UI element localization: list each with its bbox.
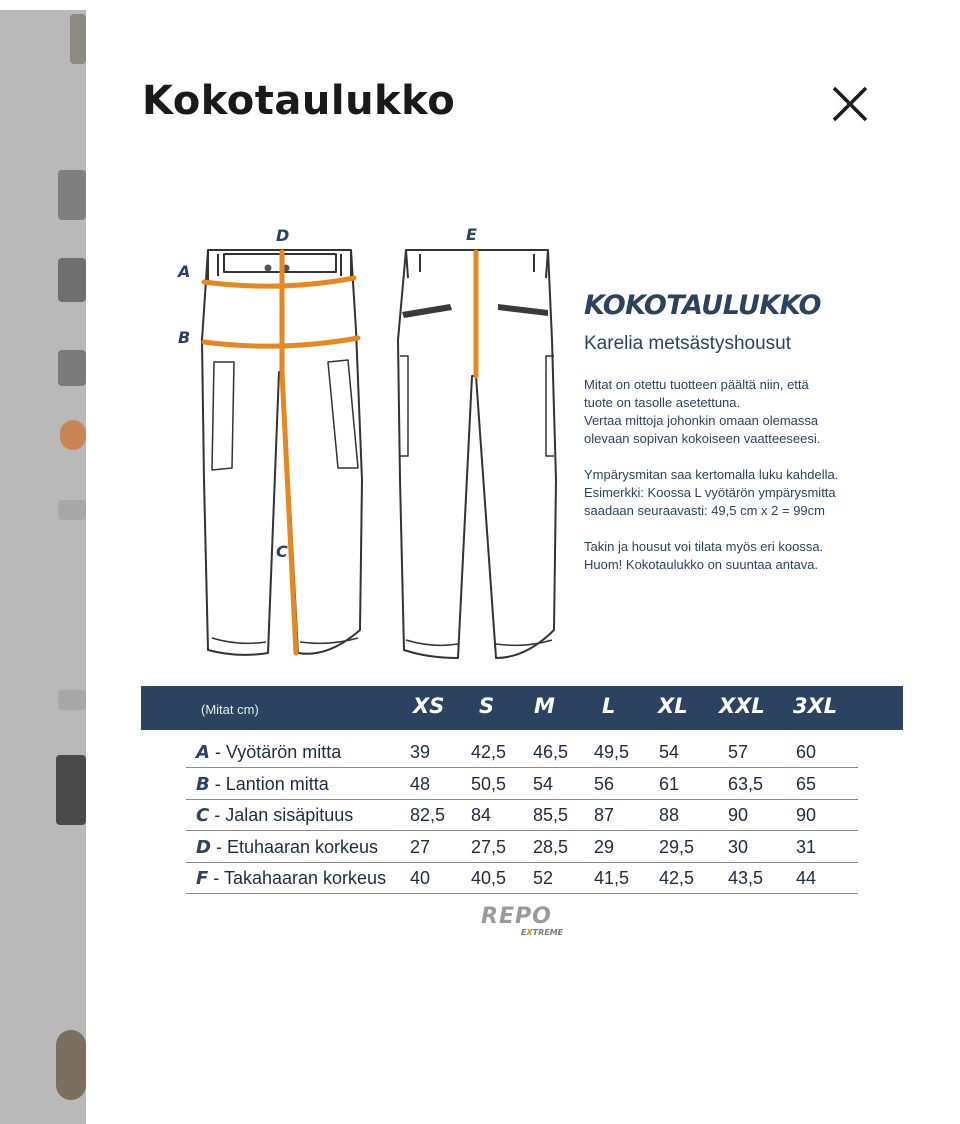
table-cell: 42,5: [471, 742, 507, 762]
label-a: A: [178, 262, 191, 281]
info-line: Takin ja housut voi tilata myös eri koossa.: [584, 539, 824, 554]
table-cell: 40: [410, 868, 431, 888]
table-cell: 61: [659, 774, 680, 794]
size-header-m: M: [534, 694, 555, 718]
close-button[interactable]: [830, 84, 870, 124]
table-cell: 88: [659, 805, 680, 825]
size-header-xl: XL: [658, 694, 688, 718]
info-line: Esimerkki: Koossa L vyötärön ympärysmitta: [584, 485, 836, 500]
table-row: [186, 799, 858, 831]
backdrop-shape: [58, 258, 86, 302]
row-name: - Lantion mitta: [209, 774, 329, 794]
table-cell: 63,5: [728, 774, 764, 794]
table-row: [186, 768, 858, 800]
table-cell: 31: [796, 837, 817, 857]
table-cell: 27: [410, 837, 431, 857]
units-label: (Mitat cm): [201, 702, 259, 717]
table-cell: 54: [659, 742, 680, 762]
size-header-l: L: [602, 694, 616, 718]
label-e: E: [466, 225, 477, 244]
table-cell: 82,5: [410, 805, 446, 825]
info-line: olevaan sopivan kokoiseen vaatteeseesi.: [584, 431, 821, 446]
backdrop-shape: [56, 755, 86, 825]
info-paragraph: [584, 376, 884, 448]
logo-wordmark: REPO: [481, 904, 552, 929]
row-label: [196, 742, 341, 763]
table-cell: 42,5: [659, 868, 695, 888]
chart-subheading: Karelia metsästyshousut: [584, 333, 791, 354]
backdrop-shape: [58, 350, 86, 386]
row-name: - Takahaaran korkeus: [208, 868, 387, 888]
row-letter: A: [196, 742, 210, 763]
info-line: Ympärysmitan saa kertomalla luku kahdella.: [584, 467, 839, 482]
info-paragraph: [584, 538, 884, 574]
measure-line-a: [204, 278, 354, 286]
info-line: tuote on tasolle asetettuna.: [584, 395, 741, 410]
table-cell: 84: [471, 805, 492, 825]
row-letter: B: [196, 774, 210, 795]
table-cell: 40,5: [471, 868, 507, 888]
info-line: Huom! Kokotaulukko on suuntaa antava.: [584, 557, 819, 572]
table-cell: 52: [533, 868, 554, 888]
row-label: [196, 837, 378, 858]
table-cell: 46,5: [533, 742, 569, 762]
top-strip: [0, 0, 960, 10]
table-cell: 44: [796, 868, 817, 888]
brand-logo: [481, 904, 564, 937]
row-label: [196, 868, 386, 889]
backdrop-shape: [58, 690, 86, 710]
row-label: [196, 805, 353, 826]
size-header-xs: XS: [413, 694, 445, 718]
size-header-xxl: XXL: [719, 694, 765, 718]
info-paragraph: [584, 466, 884, 520]
chart-heading: KOKOTAULUKKO: [584, 290, 821, 321]
size-header-3xl: 3XL: [793, 694, 838, 718]
table-cell: 87: [594, 805, 615, 825]
size-chart-image: [86, 210, 960, 950]
row-name: - Jalan sisäpituus: [209, 805, 354, 825]
table-cell: 27,5: [471, 837, 507, 857]
table-cell: 48: [410, 774, 431, 794]
table-cell: 54: [533, 774, 554, 794]
row-letter: D: [196, 837, 211, 858]
table-cell: 57: [728, 742, 749, 762]
table-cell: 85,5: [533, 805, 569, 825]
table-cell: 65: [796, 774, 817, 794]
table-cell: 50,5: [471, 774, 507, 794]
backdrop-shape: [58, 500, 86, 520]
size-table-header: [141, 686, 903, 730]
modal-title: Kokotaulukko: [142, 78, 456, 124]
table-cell: 39: [410, 742, 431, 762]
table-cell: 90: [796, 805, 817, 825]
table-cell: 60: [796, 742, 817, 762]
logo-sub-x: X: [526, 928, 533, 937]
logo-sub-prefix: E: [521, 928, 527, 937]
info-line: Mitat on otettu tuotteen päältä niin, että: [584, 377, 809, 392]
logo-sub-rest: TREME: [532, 928, 564, 937]
row-letter: F: [196, 868, 209, 889]
backdrop-shape: [70, 14, 86, 64]
backdrop-shape: [60, 420, 86, 450]
pants-diagram: [86, 210, 566, 670]
table-cell: 29: [594, 837, 615, 857]
close-icon: [830, 84, 870, 124]
row-label: [196, 774, 329, 795]
table-cell: 49,5: [594, 742, 630, 762]
info-line: saadaan seuraavasti: 49,5 cm x 2 = 99cm: [584, 503, 825, 518]
table-cell: 29,5: [659, 837, 695, 857]
table-cell: 28,5: [533, 837, 569, 857]
table-row: [186, 862, 858, 894]
table-row: [186, 831, 858, 863]
table-cell: 41,5: [594, 868, 630, 888]
table-cell: 90: [728, 805, 749, 825]
measure-line-c: [282, 372, 296, 653]
logo-subtext: [521, 928, 563, 937]
table-cell: 56: [594, 774, 615, 794]
backdrop-shape: [56, 1030, 86, 1100]
label-b: B: [178, 328, 191, 347]
table-cell: 43,5: [728, 868, 764, 888]
page-backdrop: [0, 0, 86, 1124]
table-cell: 30: [728, 837, 749, 857]
backdrop-shape: [58, 170, 86, 220]
size-header-s: S: [479, 694, 495, 718]
info-line: Vertaa mittoja johonkin omaan olemassa: [584, 413, 819, 428]
row-name: - Etuhaaran korkeus: [210, 837, 379, 857]
label-d: D: [276, 226, 290, 245]
label-c: C: [276, 542, 288, 561]
table-row: [186, 736, 858, 768]
row-name: - Vyötärön mitta: [209, 742, 342, 762]
row-letter: C: [196, 805, 210, 826]
